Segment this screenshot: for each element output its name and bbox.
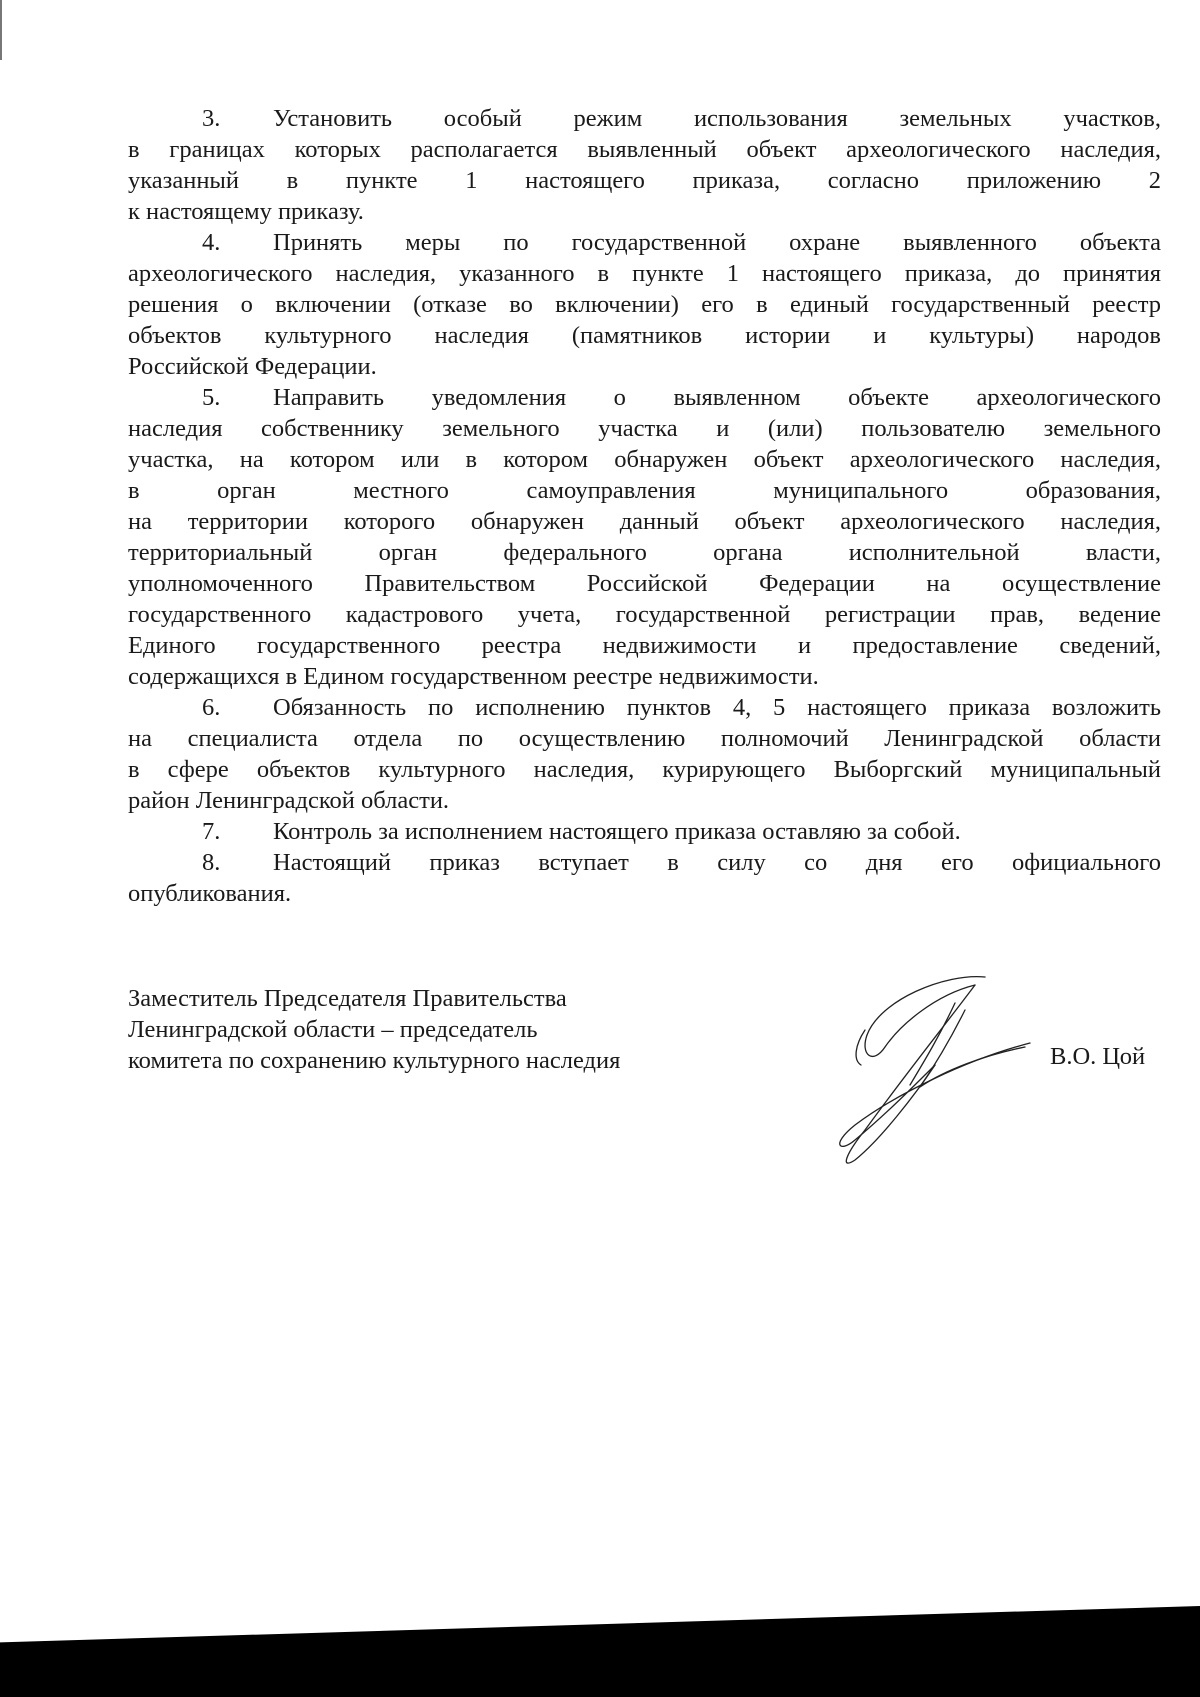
line-text: к настоящему приказу. — [128, 198, 364, 225]
paragraph-line — [128, 103, 1161, 134]
paragraph-line — [128, 475, 1161, 506]
paragraph-number: 4. — [202, 229, 221, 256]
paragraph-line — [128, 258, 1161, 289]
paragraph-line — [128, 754, 1161, 785]
paragraph-line — [128, 816, 1161, 847]
paragraph-line — [128, 630, 1161, 661]
paragraph-line — [128, 568, 1161, 599]
line-text: объектов культурного наследия (памятников истории и культуры) народов — [128, 322, 1161, 349]
paragraph-line — [128, 847, 1161, 878]
paragraph-line — [128, 351, 1161, 382]
paragraph-line — [128, 723, 1161, 754]
line-text: территориальный орган федерального органа исполнительной власти, — [128, 539, 1161, 566]
paragraph-line — [128, 134, 1161, 165]
paragraph-line — [128, 878, 1161, 909]
signatory-title-line: Ленинградской области – председатель — [128, 1016, 538, 1043]
paragraph-line — [128, 506, 1161, 537]
line-text: Единого государственного реестра недвижимости и предоставление сведений, — [128, 632, 1161, 659]
line-text: содержащихся в Едином государственном реестре недвижимости. — [128, 663, 819, 690]
paragraph-number: 7. — [202, 818, 221, 845]
paragraph-line — [128, 537, 1161, 568]
paragraph-number: 8. — [202, 849, 221, 876]
signatory-title-line: комитета по сохранению культурного наследия — [128, 1047, 621, 1074]
line-text: район Ленинградской области. — [128, 787, 450, 814]
line-text: государственного кадастрового учета, государственной регистрации прав, ведение — [128, 601, 1161, 628]
line-text: указанный в пункте 1 настоящего приказа, согласно приложению 2 — [128, 167, 1161, 194]
paragraph-line — [128, 785, 1161, 816]
line-text: в границах которых располагается выявленный объект археологического наследия, — [128, 136, 1161, 163]
line-text: решения о включении (отказе во включении) его в единый государственный реестр — [128, 291, 1161, 318]
line-text: в сфере объектов культурного наследия, курирующего Выборгский муниципальный — [128, 756, 1161, 783]
paragraph-line — [128, 444, 1161, 475]
line-text: Направить уведомления о выявленном объекте археологического — [273, 384, 1161, 411]
scan-bottom-shadow — [0, 1606, 1200, 1697]
paragraph-line — [128, 692, 1161, 723]
line-text: в орган местного самоуправления муниципального образования, — [128, 477, 1161, 504]
scan-edge-mark — [0, 0, 2, 60]
line-text: археологического наследия, указанного в пункте 1 настоящего приказа, до принятия — [128, 260, 1161, 287]
paragraph-line — [128, 289, 1161, 320]
line-text: на территории которого обнаружен данный объект археологического наследия, — [128, 508, 1161, 535]
line-text: Контроль за исполнением настоящего приказа оставляю за собой. — [273, 818, 961, 845]
paragraph-line — [128, 227, 1161, 258]
line-text: Настоящий приказ вступает в силу со дня его официального — [273, 849, 1161, 876]
paragraph-line — [128, 599, 1161, 630]
order-body — [128, 103, 1161, 909]
line-text: уполномоченного Правительством Российской Федерации на осуществление — [128, 570, 1161, 597]
paragraph-line — [128, 413, 1161, 444]
line-text: Российской Федерации. — [128, 353, 377, 380]
paragraph-line — [128, 382, 1161, 413]
paragraph-line — [128, 165, 1161, 196]
signatory-title — [128, 983, 620, 1076]
line-text: участка, на котором или в котором обнаружен объект археологического наследия, — [128, 446, 1161, 473]
signatory-title-line: Заместитель Председателя Правительства — [128, 985, 567, 1012]
paragraph-number: 3. — [202, 105, 221, 132]
line-text: Принять меры по государственной охране выявленного объекта — [273, 229, 1161, 256]
line-text: Обязанность по исполнению пунктов 4, 5 настоящего приказа возложить — [273, 694, 1161, 721]
handwritten-signature — [825, 965, 1050, 1170]
line-text: Установить особый режим использования земельных участков, — [273, 105, 1161, 132]
line-text: опубликования. — [128, 880, 292, 907]
paragraph-line — [128, 661, 1161, 692]
paragraph-line — [128, 196, 1161, 227]
line-text: наследия собственнику земельного участка и (или) пользователю земельного — [128, 415, 1161, 442]
signatory-name: В.О. Цой — [1050, 1043, 1146, 1070]
paragraph-line — [128, 320, 1161, 351]
paragraph-number: 5. — [202, 384, 221, 411]
line-text: на специалиста отдела по осуществлению полномочий Ленинградской области — [128, 725, 1161, 752]
paragraph-number: 6. — [202, 694, 221, 721]
